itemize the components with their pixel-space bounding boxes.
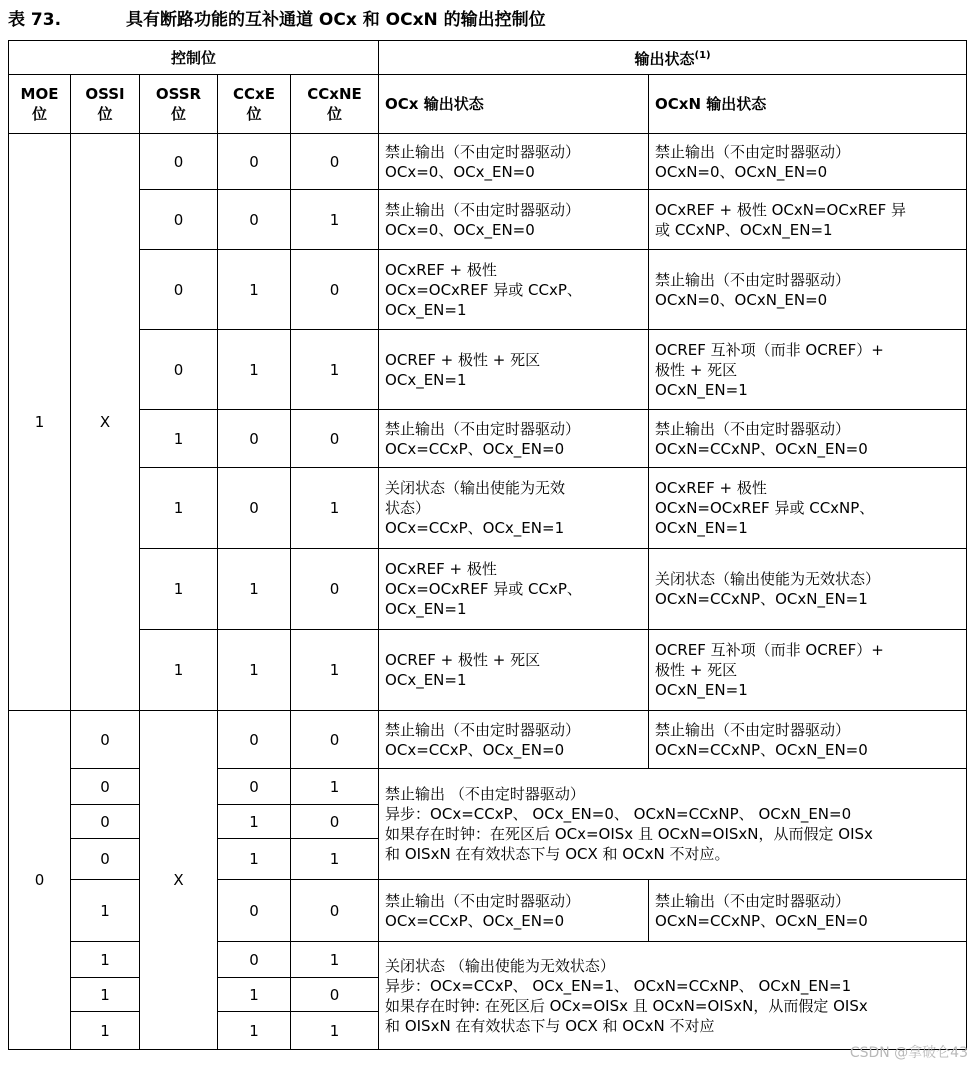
table-row — [9, 190, 967, 250]
ccxne-value: 0 — [291, 549, 379, 630]
ccxe-value: 1 — [218, 549, 291, 630]
ccxne-value: 1 — [291, 330, 379, 410]
ossr-value: X — [140, 711, 218, 1050]
ccxne-value: 1 — [291, 1012, 379, 1050]
ccxne-value: 0 — [291, 711, 379, 769]
ocx-output-state: 禁止输出（不由定时器驱动） OCx=CCxP、OCx_EN=0 — [379, 410, 649, 468]
ccxne-value: 0 — [291, 805, 379, 839]
ocxn-output-state: 禁止输出（不由定时器驱动） OCxN=0、OCxN_EN=0 — [649, 134, 967, 190]
ossi-value: 0 — [71, 805, 140, 839]
ossr-value: 0 — [140, 330, 218, 410]
ocxn-output-state: OCxREF + 极性 OCxN=OCxREF 异或 CCxNP、 OCxN_EN=1 — [649, 468, 967, 549]
ccxe-value: 1 — [218, 250, 291, 330]
ossi-value: 1 — [71, 1012, 140, 1050]
ocxn-output-state: OCREF 互补项（而非 OCREF）+ 极性 + 死区 OCxN_EN=1 — [649, 630, 967, 711]
ccxe-value: 0 — [218, 769, 291, 805]
ocxn-output-state: 禁止输出（不由定时器驱动） OCxN=CCxNP、OCxN_EN=0 — [649, 711, 967, 769]
ocxn-output-state: 禁止输出（不由定时器驱动） OCxN=CCxNP、OCxN_EN=0 — [649, 880, 967, 942]
ossi-value: 0 — [71, 839, 140, 880]
ccxne-value: 0 — [291, 410, 379, 468]
ossi-value: 1 — [71, 880, 140, 942]
ocxn-output-state: OCxREF + 极性 OCxN=OCxREF 异 或 CCxNP、OCxN_EN=1 — [649, 190, 967, 250]
ccxe-value: 1 — [218, 630, 291, 711]
moe-value: 0 — [9, 711, 71, 1050]
ccxe-value: 0 — [218, 134, 291, 190]
ocx-output-header: OCx 输出状态 — [379, 75, 649, 134]
table-row — [9, 630, 967, 711]
ocx-output-state: 禁止输出（不由定时器驱动） OCx=CCxP、OCx_EN=0 — [379, 711, 649, 769]
table-row — [9, 711, 967, 769]
ccxne-value: 1 — [291, 942, 379, 978]
ccxne-value: 0 — [291, 880, 379, 942]
ossr-value: 0 — [140, 250, 218, 330]
ocx-output-state: OCREF + 极性 + 死区 OCx_EN=1 — [379, 630, 649, 711]
ccxne-value: 0 — [291, 978, 379, 1012]
control-bits-header: 控制位 — [9, 41, 379, 75]
ccxe-value: 0 — [218, 468, 291, 549]
table-title: 具有断路功能的互补通道 OCx 和 OCxN 的输出控制位 — [126, 10, 546, 30]
table-row — [9, 410, 967, 468]
table-number: 表 73. — [8, 10, 62, 30]
merged-output-state: 禁止输出 （不由定时器驱动） 异步：OCx=CCxP、 OCx_EN=0、 OCxN=CCxNP、 OCxN_EN=0 如果存在时钟：在死区后 OCx=OISx 且 OCxN=OISxN，从而假定 OISx 和 OISxN 在有效状态下与 OCX 和 OCxN 不对应。 — [379, 769, 967, 880]
output-status-header — [379, 41, 967, 75]
ossr-value: 0 — [140, 134, 218, 190]
table-caption — [8, 2, 968, 38]
ocxn-output-state: 禁止输出（不由定时器驱动） OCxN=CCxNP、OCxN_EN=0 — [649, 410, 967, 468]
ccxne-value: 1 — [291, 839, 379, 880]
output-control-table — [8, 40, 967, 1050]
ossr-value: 1 — [140, 468, 218, 549]
ocx-output-state: OCREF + 极性 + 死区 OCx_EN=1 — [379, 330, 649, 410]
ccxe-value: 0 — [218, 190, 291, 250]
ccxne-col-header: CCxNE 位 — [291, 75, 379, 134]
ocxn-output-header: OCxN 输出状态 — [649, 75, 967, 134]
ccxe-col-header: CCxE 位 — [218, 75, 291, 134]
ossi-value: 0 — [71, 711, 140, 769]
ccxe-value: 0 — [218, 711, 291, 769]
ccxe-value: 0 — [218, 880, 291, 942]
ccxne-value: 1 — [291, 630, 379, 711]
ocxn-output-state: 关闭状态（输出使能为无效状态） OCxN=CCxNP、OCxN_EN=1 — [649, 549, 967, 630]
ocxn-output-state: 禁止输出（不由定时器驱动） OCxN=0、OCxN_EN=0 — [649, 250, 967, 330]
ccxe-value: 0 — [218, 942, 291, 978]
ossr-value: 0 — [140, 190, 218, 250]
ocx-output-state: 禁止输出（不由定时器驱动） OCx=CCxP、OCx_EN=0 — [379, 880, 649, 942]
ocx-output-state: OCxREF + 极性 OCx=OCxREF 异或 CCxP、 OCx_EN=1 — [379, 250, 649, 330]
ocx-output-state: 禁止输出（不由定时器驱动） OCx=0、OCx_EN=0 — [379, 190, 649, 250]
table-row — [9, 549, 967, 630]
watermark: CSDN @拿破仑43 — [849, 1045, 968, 1061]
ocx-output-state: 关闭状态（输出使能为无效 状态） OCx=CCxP、OCx_EN=1 — [379, 468, 649, 549]
ossi-value: 0 — [71, 769, 140, 805]
ccxe-value: 1 — [218, 839, 291, 880]
ossr-value: 1 — [140, 549, 218, 630]
ccxe-value: 1 — [218, 330, 291, 410]
table-row — [9, 330, 967, 410]
ocx-output-state: OCxREF + 极性 OCx=OCxREF 异或 CCxP、 OCx_EN=1 — [379, 549, 649, 630]
merged-output-state: 关闭状态 （输出使能为无效状态） 异步：OCx=CCxP、 OCx_EN=1、 OCxN=CCxNP、 OCxN_EN=1 如果存在时钟: 在死区后 OCx=OISx 且 OCxN=OISxN，从而假定 OISx 和 OISxN 在有效状态下与 OCX 和 OCxN 不对应 — [379, 942, 967, 1050]
ossi-value: 1 — [71, 978, 140, 1012]
ocx-output-state: 禁止输出（不由定时器驱动） OCx=0、OCx_EN=0 — [379, 134, 649, 190]
ossi-value: X — [71, 134, 140, 711]
output-status-label: 输出状态 — [634, 50, 695, 68]
ccxne-value: 1 — [291, 769, 379, 805]
footnote-ref: (1) — [694, 50, 711, 61]
table-row — [9, 134, 967, 190]
ossr-value: 1 — [140, 410, 218, 468]
ossi-col-header: OSSI 位 — [71, 75, 140, 134]
ccxne-value: 1 — [291, 468, 379, 549]
ccxne-value: 0 — [291, 134, 379, 190]
ccxe-value: 1 — [218, 978, 291, 1012]
ccxne-value: 1 — [291, 190, 379, 250]
ossr-col-header: OSSR 位 — [140, 75, 218, 134]
ccxe-value: 0 — [218, 410, 291, 468]
ossr-value: 1 — [140, 630, 218, 711]
ocxn-output-state: OCREF 互补项（而非 OCREF）+ 极性 + 死区 OCxN_EN=1 — [649, 330, 967, 410]
ossi-value: 1 — [71, 942, 140, 978]
ccxe-value: 1 — [218, 805, 291, 839]
table-row — [9, 250, 967, 330]
moe-col-header: MOE 位 — [9, 75, 71, 134]
table-row — [9, 468, 967, 549]
ccxe-value: 1 — [218, 1012, 291, 1050]
ccxne-value: 0 — [291, 250, 379, 330]
moe-value: 1 — [9, 134, 71, 711]
